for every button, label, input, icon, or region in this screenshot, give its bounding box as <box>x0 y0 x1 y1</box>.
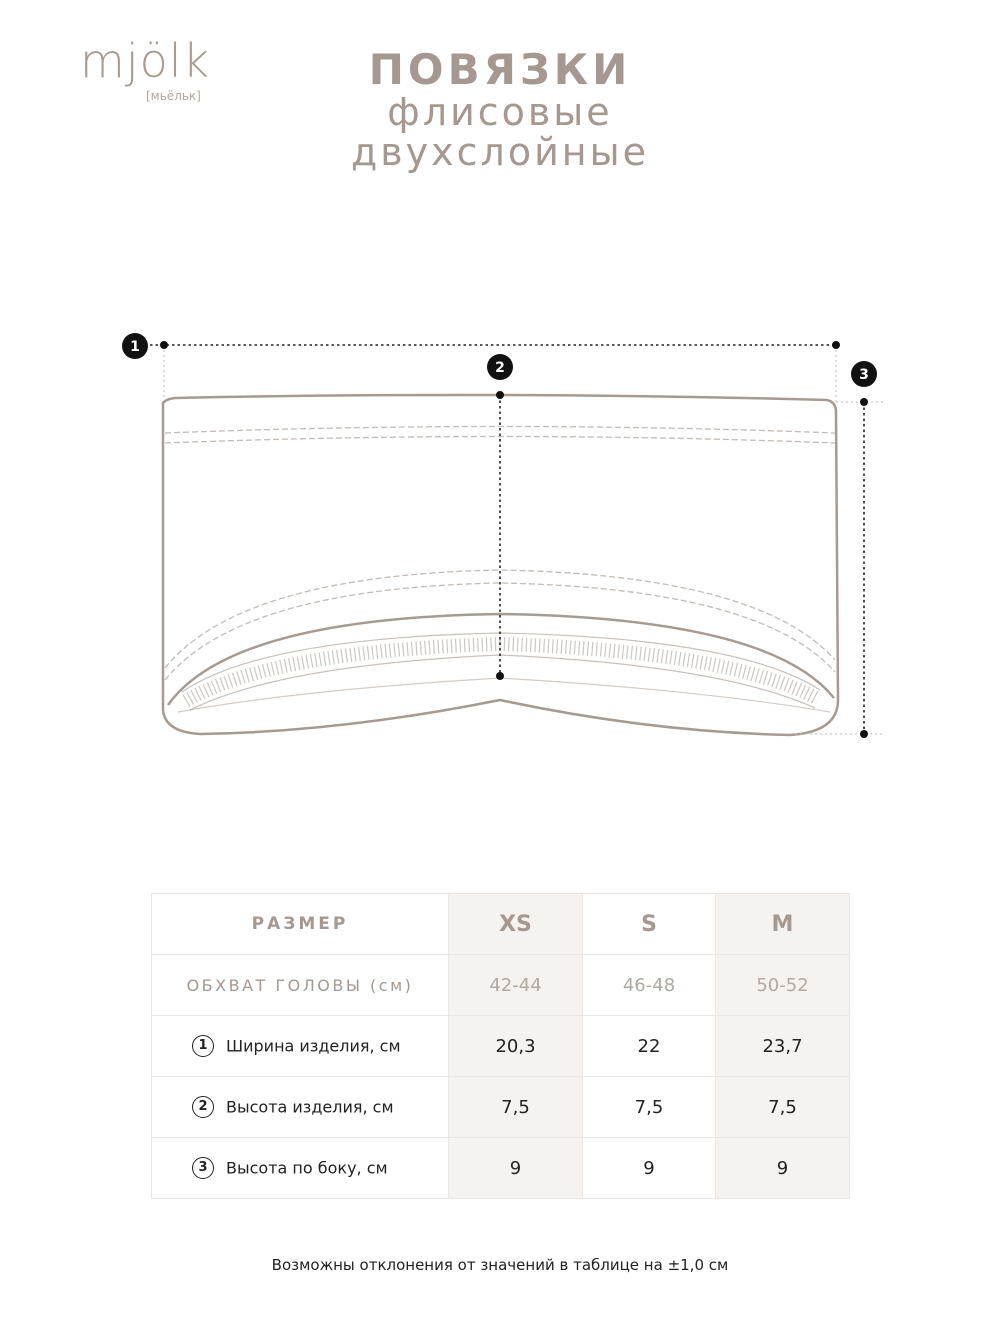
ribbed-texture <box>186 644 818 701</box>
girth-s: 46-48 <box>583 955 716 1016</box>
row-label-text: Высота по боку, см <box>226 1158 388 1178</box>
width-s: 22 <box>583 1016 716 1077</box>
side-height-s: 9 <box>583 1138 716 1199</box>
size-header-label: РАЗМЕР <box>152 894 449 955</box>
marker-2-label: 2 <box>495 360 505 376</box>
width-xs: 20,3 <box>449 1016 583 1077</box>
row-number-badge: 2 <box>192 1096 214 1118</box>
table-header-row <box>152 894 850 955</box>
table-row-girth <box>152 955 850 1016</box>
product-title <box>0 45 1000 174</box>
row-label-text: Ширина изделия, см <box>226 1036 401 1056</box>
row-number-badge: 3 <box>192 1157 214 1179</box>
table-row <box>152 1138 850 1199</box>
logo-transliteration: [мьёльк] <box>146 89 201 103</box>
side-height-m: 9 <box>716 1138 850 1199</box>
size-s-header: S <box>583 894 716 955</box>
height-xs: 7,5 <box>449 1077 583 1138</box>
size-xs-header: XS <box>449 894 583 955</box>
height-m: 7,5 <box>716 1077 850 1138</box>
bottom-seam-1 <box>165 570 835 668</box>
size-m-header: M <box>716 894 850 955</box>
inner-curve-lower <box>178 678 830 712</box>
measure-width <box>122 333 840 402</box>
size-table <box>151 893 850 1199</box>
title-line-3: двухслойные <box>351 130 649 174</box>
table-row <box>152 1016 850 1077</box>
tolerance-footnote: Возможны отклонения от значений в таблице на ±1,0 см <box>271 1256 729 1274</box>
title-line-1: ПОВЯЗКИ <box>368 45 632 94</box>
measure-height <box>487 354 513 680</box>
row-label-width <box>152 1016 449 1077</box>
row-number-badge: 1 <box>192 1035 214 1057</box>
headband-diagram <box>0 300 1000 760</box>
logo-wordmark: mjölk <box>80 34 211 88</box>
girth-m: 50-52 <box>716 955 850 1016</box>
title-line-2: флисовые <box>387 90 613 134</box>
row-label-side-height <box>152 1138 449 1199</box>
table-row <box>152 1077 850 1138</box>
row-label-height <box>152 1077 449 1138</box>
inner-fold <box>168 614 834 705</box>
height-s: 7,5 <box>583 1077 716 1138</box>
marker-3-label: 3 <box>859 367 869 383</box>
marker-1-label: 1 <box>130 339 140 355</box>
girth-xs: 42-44 <box>449 955 583 1016</box>
width-m: 23,7 <box>716 1016 850 1077</box>
side-height-xs: 9 <box>449 1138 583 1199</box>
girth-label: ОБХВАТ ГОЛОВЫ (см) <box>152 955 449 1016</box>
measure-side-height <box>795 361 884 738</box>
row-label-text: Высота изделия, см <box>226 1097 394 1117</box>
